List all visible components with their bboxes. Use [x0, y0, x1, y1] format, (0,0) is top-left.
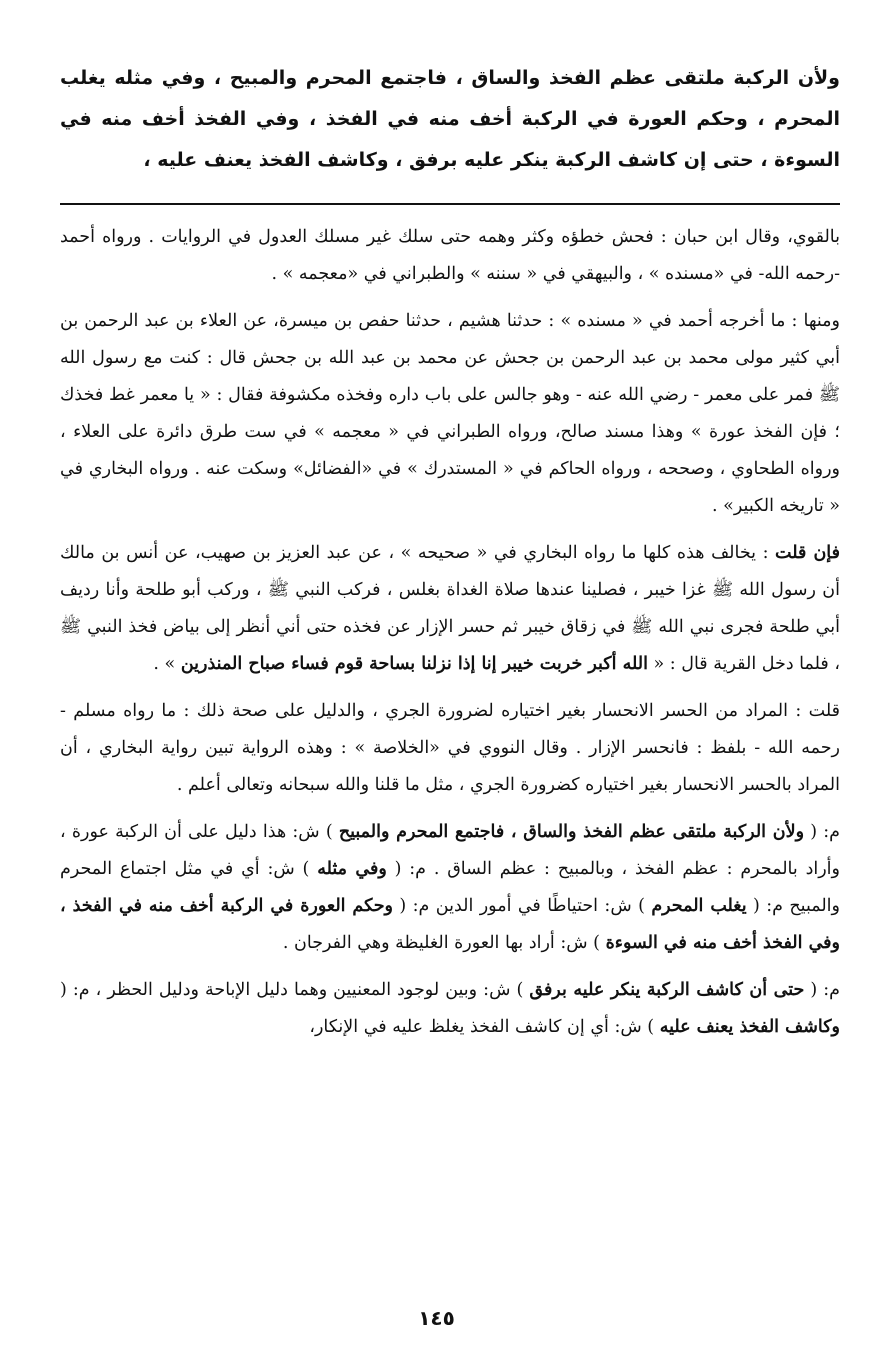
matn-quote: وكاشف الفخذ يعنف عليه — [659, 1017, 840, 1037]
objection-body: : يخالف هذه كلها ما رواه البخاري في « صحيحه » ، عن عبد العزيز بن صهيب، عن أنس بن مالك أن رسول الله ﷺ غزا خيبر ، فصلينا عندها صلاة الغداة بغلس ، فركب النبي ﷺ ، وركب أبو طلحة وأنا رديف أبي طلحة فجرى نبي الله ﷺ في زقاق خيبر ثم حسر الإزار عن فخذه حتى أني أنظر إلى بياض فخذ النبي ﷺ ، فلما دخل القرية قال : « — [60, 543, 840, 674]
matn-quote: وفي مثله — [317, 859, 387, 879]
matn-quote: وحكم العورة في الركبة أخف منه في الفخذ ، وفي الفخذ أخف منه في السوءة — [60, 896, 840, 953]
footnotes — [60, 219, 840, 1046]
page-content — [60, 58, 840, 1056]
commentary-paragraph-1 — [60, 814, 840, 962]
commentary-paragraph-2 — [60, 972, 840, 1046]
footnote-paragraph-3 — [60, 535, 840, 683]
footnote-separator — [60, 203, 840, 205]
page-number: ١٤٥ — [418, 1306, 455, 1330]
matn-quote: حتى أن كاشف الركبة ينكر عليه برفق — [529, 980, 805, 1000]
footnote-paragraph-1: بالقوي، وقال ابن حبان : فحش خطؤه وكثر وهمه حتى سلك غير مسلك العدول في الروايات . ورواه أحمد -رحمه الله- في «مسنده » ، والبيهقي في « سننه » والطبراني في «معجمه » . — [60, 227, 840, 284]
commentary-text: ) ش: أراد بها العورة الغليظة وهي الفرجان . — [282, 933, 600, 953]
footnote-paragraph-4: قلت : المراد من الحسر الانحسار بغير اختياره لضرورة الجري ، والدليل على صحة ذلك : ما رواه مسلم - رحمه الله - بلفظ : فانحسر الإزار . وقال النووي في «الخلاصة » : وهذه الرواية تبين رواية البخاري ، أن المراد بالحسر الانحسار بغير اختياره كضرورة الجري ، مثل ما قلنا والله سبحانه وتعالى أعلم . — [60, 701, 840, 795]
objection-end: » . — [153, 654, 176, 674]
commentary-text: ) ش: احتياطًا في أمور الدين م: ( — [399, 896, 645, 916]
matn-quote: يغلب المحرم — [651, 896, 747, 916]
commentary-text: ) ش: أي إن كاشف الفخذ يغلظ عليه في الإنكار، — [309, 1017, 655, 1037]
hadith-quote: الله أكبر خربت خيبر إنا إذا نزلنا بساحة قوم فساء صباح المنذرين — [180, 654, 648, 674]
commentary-marker: م: ( — [810, 822, 840, 842]
commentary-text: ) ش: هذا دليل على أن الركبة عورة ، وأراد بالمحرم : عظم الفخذ ، وبالمبيح : عظم الساق . م: ( — [60, 822, 840, 879]
commentary-marker: م: ( — [810, 980, 840, 1000]
footnote-paragraph-2: ومنها : ما أخرجه أحمد في « مسنده » : حدثنا هشيم ، حدثنا حفص بن ميسرة، عن العلاء بن عبد الرحمن بن أبي كثير مولى محمد بن عبد الرحمن بن جحش عن محمد بن عبد الله بن جحش قال : كنت مع رسول الله ﷺ فمر على معمر - رضي الله عنه - وهو جالس على باب داره وفخذه مكشوفة فقال : « يا معمر غط فخذك ؛ فإن الفخذ عورة » وهذا مسند صالح، ورواه الطبراني في « معجمه » في ست طرق دائرة على العلاء ، ورواه الطحاوي ، وصححه ، ورواه الحاكم في « المستدرك » في «الفضائل» وسكت عنه . ورواه البخاري في « تاريخه الكبير» . — [60, 311, 840, 516]
commentary-text: ) ش: أي في مثل اجتماع المحرم والمبيح م: ( — [60, 859, 840, 916]
commentary-text: ) ش: وبين لوجود المعنيين وهما دليل الإباحة ودليل الحظر ، م: ( — [60, 980, 524, 1000]
matn-quote: ولأن الركبة ملتقى عظم الفخذ والساق ، فاجتمع المحرم والمبيح — [338, 822, 805, 842]
objection-lead: فإن قلت — [775, 543, 841, 563]
main-text: ولأن الركبة ملتقى عظم الفخذ والساق ، فاجتمع المحرم والمبيح ، وفي مثله يغلب المحرم ، وحكم العورة في الركبة أخف منه في الفخذ ، وفي الفخذ أخف منه في السوءة ، حتى إن كاشف الركبة ينكر عليه برفق ، وكاشف الفخذ يعنف عليه ، — [60, 67, 840, 171]
